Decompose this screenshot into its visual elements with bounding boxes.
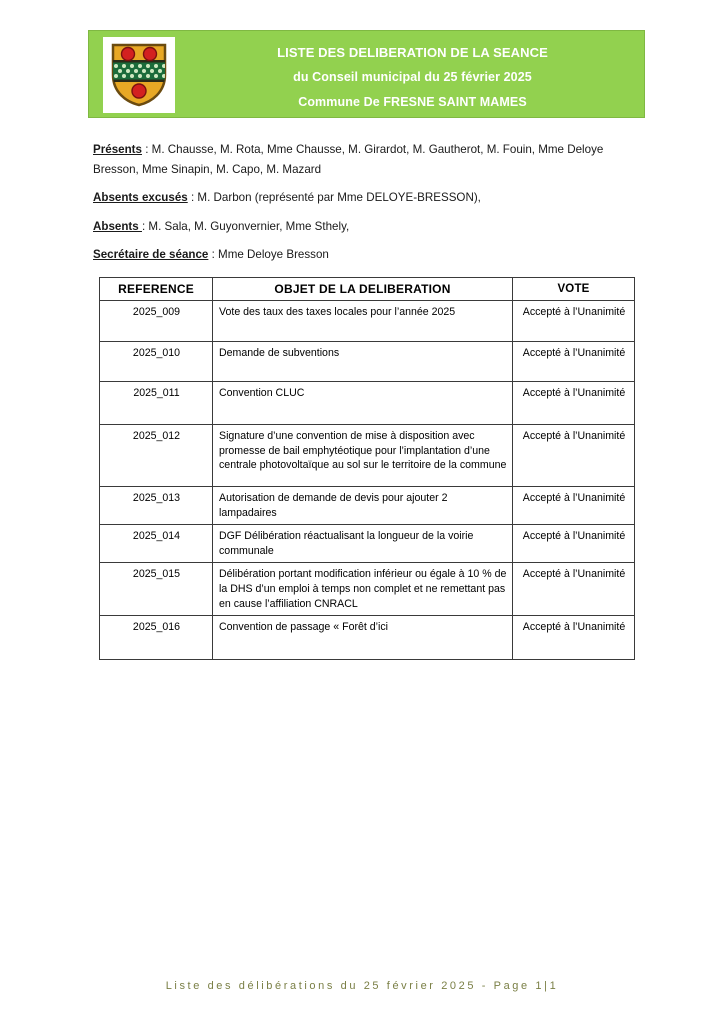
column-header-reference: REFERENCE (100, 278, 213, 301)
attendance-label-absents-excuses: Absents excusés (93, 191, 188, 204)
cell-objet: Convention CLUC (213, 382, 513, 425)
cell-reference: 2025_016 (100, 616, 213, 660)
cell-objet: Demande de subventions (213, 342, 513, 382)
table-row (100, 616, 635, 660)
cell-reference: 2025_009 (100, 301, 213, 342)
header-banner (88, 30, 645, 118)
attendance-line-secretaire (93, 245, 643, 265)
table-row (100, 382, 635, 425)
cell-objet: Vote des taux des taxes locales pour l’année 2025 (213, 301, 513, 342)
attendance-separator-absents: : (141, 219, 149, 233)
banner-title-line-3: Commune De FRESNE SAINT MAMES (298, 95, 527, 109)
banner-title-block (185, 40, 640, 115)
attendance-value-absents: M. Sala, M. Guyonvernier, Mme Sthely, (148, 219, 350, 233)
attendance-value-presents: M. Chausse, M. Rota, Mme Chausse, M. Girardot, M. Gautherot, M. Fouin, Mme Deloye Bresson, Mme Sinapin, M. Capo, M. Mazard (93, 143, 604, 176)
table-row (100, 342, 635, 382)
table-row (100, 487, 635, 525)
attendance-separator-secretaire: : (208, 248, 219, 261)
attendance-label-secretaire: Secrétaire de séance (93, 248, 209, 261)
attendance-separator-presents: : (141, 143, 152, 156)
attendance-value-absents-excuses: M. Darbon (représenté par Mme DELOYE-BRESSON), (197, 191, 481, 204)
cell-vote: Accepté à l’Unanimité (513, 563, 635, 616)
cell-reference: 2025_012 (100, 425, 213, 487)
column-header-objet: OBJET DE LA DELIBERATION (213, 278, 513, 301)
cell-vote: Accepté à l’Unanimité (513, 425, 635, 487)
cell-objet: Convention de passage « Forêt d’ici (213, 616, 513, 660)
cell-vote: Accepté à l’Unanimité (513, 382, 635, 425)
cell-vote: Accepté à l’Unanimité (513, 525, 635, 563)
page-footer: Liste des délibérations du 25 février 2025 - Page 1|1 (165, 980, 559, 992)
table-row (100, 301, 635, 342)
cell-vote: Accepté à l’Unanimité (513, 487, 635, 525)
cell-objet: Autorisation de demande de devis pour ajouter 2 lampadaires (213, 487, 513, 525)
cell-reference: 2025_010 (100, 342, 213, 382)
table-header (100, 278, 635, 301)
column-header-vote: VOTE (513, 278, 635, 301)
coat-of-arms-icon (110, 42, 168, 108)
cell-objet: Signature d’une convention de mise à disposition avec promesse de bail emphytéotique pour l’implantation d’une centrale photovoltaïque au sol sur le territoire de la commune (213, 425, 513, 487)
cell-reference: 2025_015 (100, 563, 213, 616)
deliberations-table (99, 277, 635, 660)
attendance-label-absents: Absents (93, 219, 142, 233)
banner-title-line-2: du Conseil municipal du 25 février 2025 (293, 70, 532, 84)
cell-vote: Accepté à l’Unanimité (513, 301, 635, 342)
attendance-value-secretaire: Mme Deloye Bresson (218, 248, 329, 261)
table-row (100, 425, 635, 487)
cell-reference: 2025_014 (100, 525, 213, 563)
table-row (100, 563, 635, 616)
cell-vote: Accepté à l’Unanimité (513, 342, 635, 382)
commune-crest (103, 37, 175, 113)
cell-vote: Accepté à l’Unanimité (513, 616, 635, 660)
cell-objet: DGF Délibération réactualisant la longueur de la voirie communale (213, 525, 513, 563)
cell-objet: Délibération portant modification inférieur ou égale à 10 % de la DHS d’un emploi à temps non complet et ne remettant pas en cause l’affiliation CNRACL (213, 563, 513, 616)
cell-reference: 2025_013 (100, 487, 213, 525)
table-body (100, 301, 635, 660)
attendance-label-presents: Présents (93, 143, 142, 156)
attendance-line-absents-excuses (93, 188, 643, 208)
cell-reference: 2025_011 (100, 382, 213, 425)
attendance-section (93, 140, 643, 265)
table-header-row (100, 278, 635, 301)
table-row (100, 525, 635, 563)
attendance-line-presents (93, 140, 643, 179)
banner-title-line-1: LISTE DES DELIBERATION DE LA SEANCE (277, 45, 548, 60)
attendance-line-absents (93, 217, 643, 237)
attendance-separator-absents-excuses: : (187, 191, 198, 204)
